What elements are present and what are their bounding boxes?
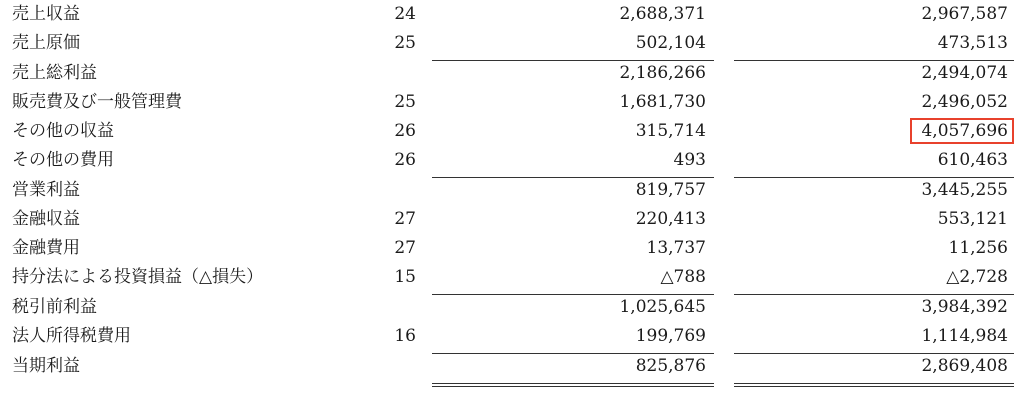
total-double-rule bbox=[734, 383, 1014, 384]
prior-period-value: 493 bbox=[673, 150, 706, 170]
prior-period-value: 199,769 bbox=[635, 326, 706, 346]
note-number: 26 bbox=[394, 150, 416, 170]
note-number: 27 bbox=[394, 238, 416, 258]
row-label: 金融費用 bbox=[12, 238, 80, 258]
current-period-value: 1,114,984 bbox=[921, 326, 1008, 346]
table-row bbox=[0, 117, 1024, 146]
note-number: 25 bbox=[394, 92, 416, 112]
current-period-value: 11,256 bbox=[948, 238, 1008, 258]
table-row bbox=[0, 322, 1024, 351]
note-number: 27 bbox=[394, 209, 416, 229]
table-row bbox=[0, 293, 1024, 322]
row-label: 法人所得税費用 bbox=[12, 326, 131, 346]
highlight-box bbox=[910, 118, 1014, 144]
prior-period-value: 2,186,266 bbox=[619, 63, 706, 83]
note-number: 26 bbox=[394, 121, 416, 141]
current-period-value: 2,496,052 bbox=[921, 92, 1008, 112]
row-label: 売上収益 bbox=[12, 4, 80, 24]
current-period-value: 610,463 bbox=[937, 150, 1008, 170]
total-double-rule bbox=[432, 383, 714, 384]
prior-period-value: 2,688,371 bbox=[619, 4, 706, 24]
note-number bbox=[380, 176, 416, 205]
prior-period-value: 819,757 bbox=[635, 180, 706, 200]
current-period-value: 3,445,255 bbox=[921, 180, 1008, 200]
note-number bbox=[380, 352, 416, 381]
table-row bbox=[0, 0, 1024, 29]
note-number: 16 bbox=[394, 326, 416, 346]
note-number: 24 bbox=[394, 4, 416, 24]
table-row bbox=[0, 263, 1024, 292]
note-number: 25 bbox=[394, 33, 416, 53]
prior-period-value: 315,714 bbox=[635, 121, 706, 141]
row-label: その他の費用 bbox=[12, 150, 114, 170]
current-period-value: 3,984,392 bbox=[921, 297, 1008, 317]
row-label: 当期利益 bbox=[12, 356, 80, 376]
table-row bbox=[0, 146, 1024, 175]
prior-period-value: △788 bbox=[660, 267, 706, 287]
total-double-rule bbox=[734, 386, 1014, 387]
current-period-value: 553,121 bbox=[937, 209, 1008, 229]
current-period-value: 4,057,696 bbox=[921, 121, 1008, 141]
note-number: 15 bbox=[394, 267, 416, 287]
row-label: 販売費及び一般管理費 bbox=[12, 92, 182, 112]
table-row bbox=[0, 29, 1024, 58]
prior-period-value: 1,025,645 bbox=[619, 297, 706, 317]
current-period-value: 2,494,074 bbox=[921, 63, 1008, 83]
table-row bbox=[0, 352, 1024, 381]
row-label: 持分法による投資損益（△損失） bbox=[12, 267, 264, 287]
current-period-value: 2,967,587 bbox=[921, 4, 1008, 24]
note-number bbox=[380, 293, 416, 322]
row-label: 営業利益 bbox=[12, 180, 80, 200]
table-row bbox=[0, 205, 1024, 234]
row-label: その他の収益 bbox=[12, 121, 114, 141]
note-number bbox=[380, 59, 416, 88]
current-period-value: △2,728 bbox=[946, 267, 1008, 287]
table-row bbox=[0, 234, 1024, 263]
total-double-rule bbox=[432, 386, 714, 387]
row-label: 金融収益 bbox=[12, 209, 80, 229]
table-row bbox=[0, 59, 1024, 88]
row-label: 売上総利益 bbox=[12, 63, 97, 83]
prior-period-value: 1,681,730 bbox=[619, 92, 706, 112]
table-row bbox=[0, 88, 1024, 117]
current-period-value: 2,869,408 bbox=[921, 356, 1008, 376]
prior-period-value: 13,737 bbox=[646, 238, 706, 258]
row-label: 売上原価 bbox=[12, 33, 80, 53]
prior-period-value: 825,876 bbox=[635, 356, 706, 376]
prior-period-value: 502,104 bbox=[635, 33, 706, 53]
table-row bbox=[0, 176, 1024, 205]
prior-period-value: 220,413 bbox=[635, 209, 706, 229]
row-label: 税引前利益 bbox=[12, 297, 97, 317]
current-period-value: 473,513 bbox=[937, 33, 1008, 53]
